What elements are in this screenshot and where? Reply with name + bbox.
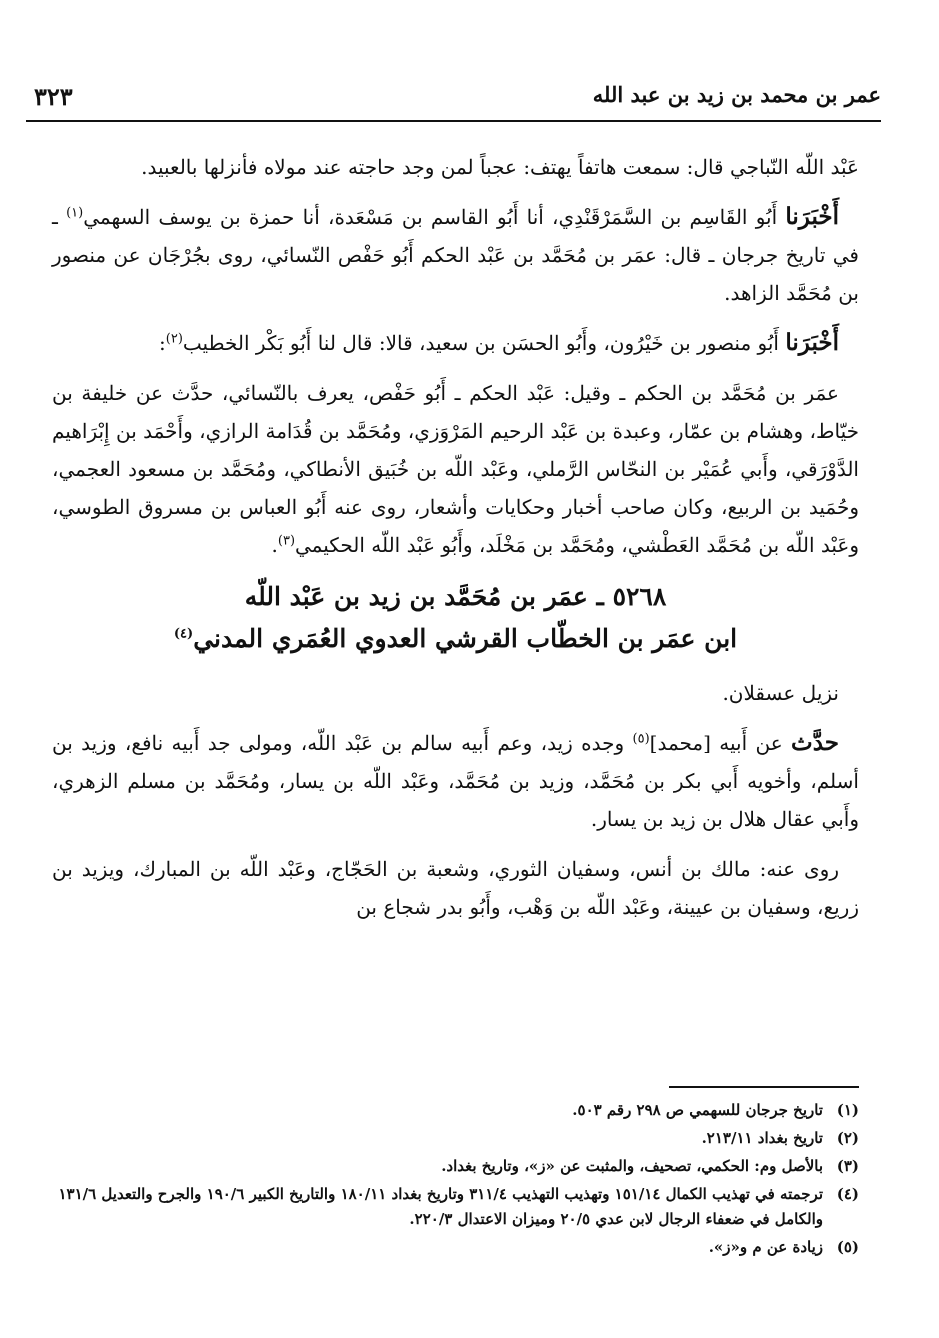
paragraph-2-text: أَبُو القَاسِم بن السَّمَرْقَنْدِي، أنا أَبُو القاسم بن مَسْعَدة، أنا حمزة بن يوسف السهمي (83, 205, 786, 229)
footnote-text: زيادة عن م و«ز». (708, 1238, 823, 1256)
paragraph-3 (52, 324, 859, 362)
footnote-2 (40, 1126, 859, 1151)
paragraph-1 (52, 148, 859, 186)
footnote-text: تاريخ بغداد ٢١٣/١١. (701, 1129, 823, 1147)
footnote-text: بالأصل وم: الحكمي، تصحيف، والمثبت عن «ز»، وتاريخ بغداد. (441, 1157, 823, 1175)
paragraph-6-keyword: حدَّث (791, 729, 839, 756)
running-title: عمر بن محمد بن زيد بن عبد الله (592, 82, 881, 107)
paragraph-2-keyword: أَخْبَرَنا (785, 203, 840, 230)
footnote-number: (١) (836, 1101, 859, 1119)
page-number: ٣٢٣ (34, 82, 73, 111)
footnote-ref-5[interactable]: (٥) (632, 731, 650, 747)
main-text (52, 148, 859, 938)
paragraph-4-text: عمَر بن مُحَمَّد بن الحكم ـ وقيل: عَبْد الحكم ـ أَبُو حَفْص، يعرف بالنّسائي، حدَّث عن خليفة بن خيّاط، وهشام بن عمّار، وعبدة بن عَبْد الرحيم المَرْوَزي، ومُحَمَّد بن قُدَامة الرازي، وأَحْمَد بن إِبْرَاهيم الدَّوْرَقي، وأَبي عُمَيْر بن النحّاس الرَّملي، وعَبْد اللّه بن خُبَيق الأنطاكي، ومُحَمَّد بن مسعود العجمي، وحُمَيد بن الربيع، وكان صاحب أخبار وحكايات وأشعار، روى عنه أَبُو العباس بن مسروق الطوسي، وعَبْد اللّه بن مُحَمَّد العَطْشي، ومُحَمَّد بن مَخْلَد، وأَبُو عَبْد اللّه الحكيمي (52, 381, 859, 557)
paragraph-4-rest: . (271, 533, 278, 557)
footnote-number: (٥) (836, 1238, 859, 1256)
footnote-number: (٢) (836, 1129, 859, 1147)
footnote-text: تاريخ جرجان للسهمي ص ٢٩٨ رقم ٥٠٣. (572, 1101, 823, 1119)
paragraph-6-text: عن أَبيه [محمد] (649, 731, 792, 755)
paragraph-7-text: روى عنه: مالك بن أنس، وسفيان الثوري، وشعبة بن الحَجّاج، وعَبْد اللّه بن المبارك، ويزيد بن زريع، وسفيان بن عيينة، وعَبْد اللّه بن وَهْب، وأَبُو بدر شجاع بن (52, 857, 859, 919)
paragraph-1-text: عَبْد اللّه النّباجي قال: سمعت هاتفاً يهتف: عجباً لمن وجد حاجته عند مولاه فأنزلها بالعبيد. (141, 155, 859, 179)
footnote-5 (40, 1235, 859, 1260)
footnote-ref-3[interactable]: (٣) (277, 533, 296, 549)
footnotes (40, 1098, 859, 1263)
paragraph-5-text: نزيل عسقلان. (722, 681, 839, 705)
footnote-1 (40, 1098, 859, 1123)
footnote-ref-2[interactable]: (٢) (165, 331, 183, 347)
footnote-ref-4[interactable]: (٤) (173, 626, 194, 642)
entry-heading (52, 576, 859, 660)
footnote-3 (40, 1154, 859, 1179)
paragraph-3-keyword: أَخْبَرَنا (785, 329, 839, 356)
paragraph-2 (52, 198, 859, 312)
entry-heading-line-1: ٥٢٦٨ ـ عمَر بن مُحَمَّد بن زيد بن عَبْد اللّه (244, 582, 667, 611)
paragraph-2-rest: ـ في تاريخ جرجان ـ قال: عمَر بن مُحَمَّد بن عَبْد الحكم أَبُو حَفْص النّسائي، روى بجُرْجَان عن منصور بن مُحَمَّد الزاهد. (52, 205, 859, 305)
paragraph-5 (52, 674, 859, 712)
paragraph-3-text: أَبُو منصور بن خَيْرُون، وأَبُو الحسَن بن سعيد، قالا: قال لنا أَبُو بَكْر الخطيب (182, 331, 786, 355)
footnote-text: ترجمته في تهذيب الكمال ١٥١/١٤ وتهذيب التهذيب ٣١١/٤ وتاريخ بغداد ١٨٠/١١ والتاريخ الكبير ١٩٠/٦ والجرح والتعديل ١٣١/٦ والكامل في ضعفاء الرجال لابن عدي ٢٠/٥ وميزان الاعتدال ٢٢٠/٣. (58, 1185, 823, 1228)
entry-heading-line-2-wrap (52, 618, 859, 660)
paragraph-4 (52, 374, 859, 564)
footnote-divider (669, 1086, 859, 1088)
footnote-number: (٤) (836, 1185, 859, 1203)
paragraph-6 (52, 724, 859, 838)
paragraph-6-rest: وجده زيد، وعم أَبيه سالم بن عَبْد اللّه، ومولى جد أَبيه نافع، وزيد بن أسلم، وأخويه أَبي بكر بن مُحَمَّد، وزيد بن مُحَمَّد، وعَبْد اللّه بن يسار، ومُحَمَّد بن مسلم الزهري، وأَبي عقال هلال بن زيد بن يسار. (52, 731, 859, 831)
page-header (26, 80, 881, 122)
footnote-ref-1[interactable]: (١) (66, 205, 84, 221)
entry-heading-line-2: ابن عمَر بن الخطّاب القرشي العدوي العُمَري المدني (193, 624, 738, 653)
footnote-number: (٣) (836, 1157, 859, 1175)
paragraph-3-rest: : (159, 331, 166, 355)
footnote-4 (40, 1182, 859, 1232)
paragraph-7 (52, 850, 859, 926)
